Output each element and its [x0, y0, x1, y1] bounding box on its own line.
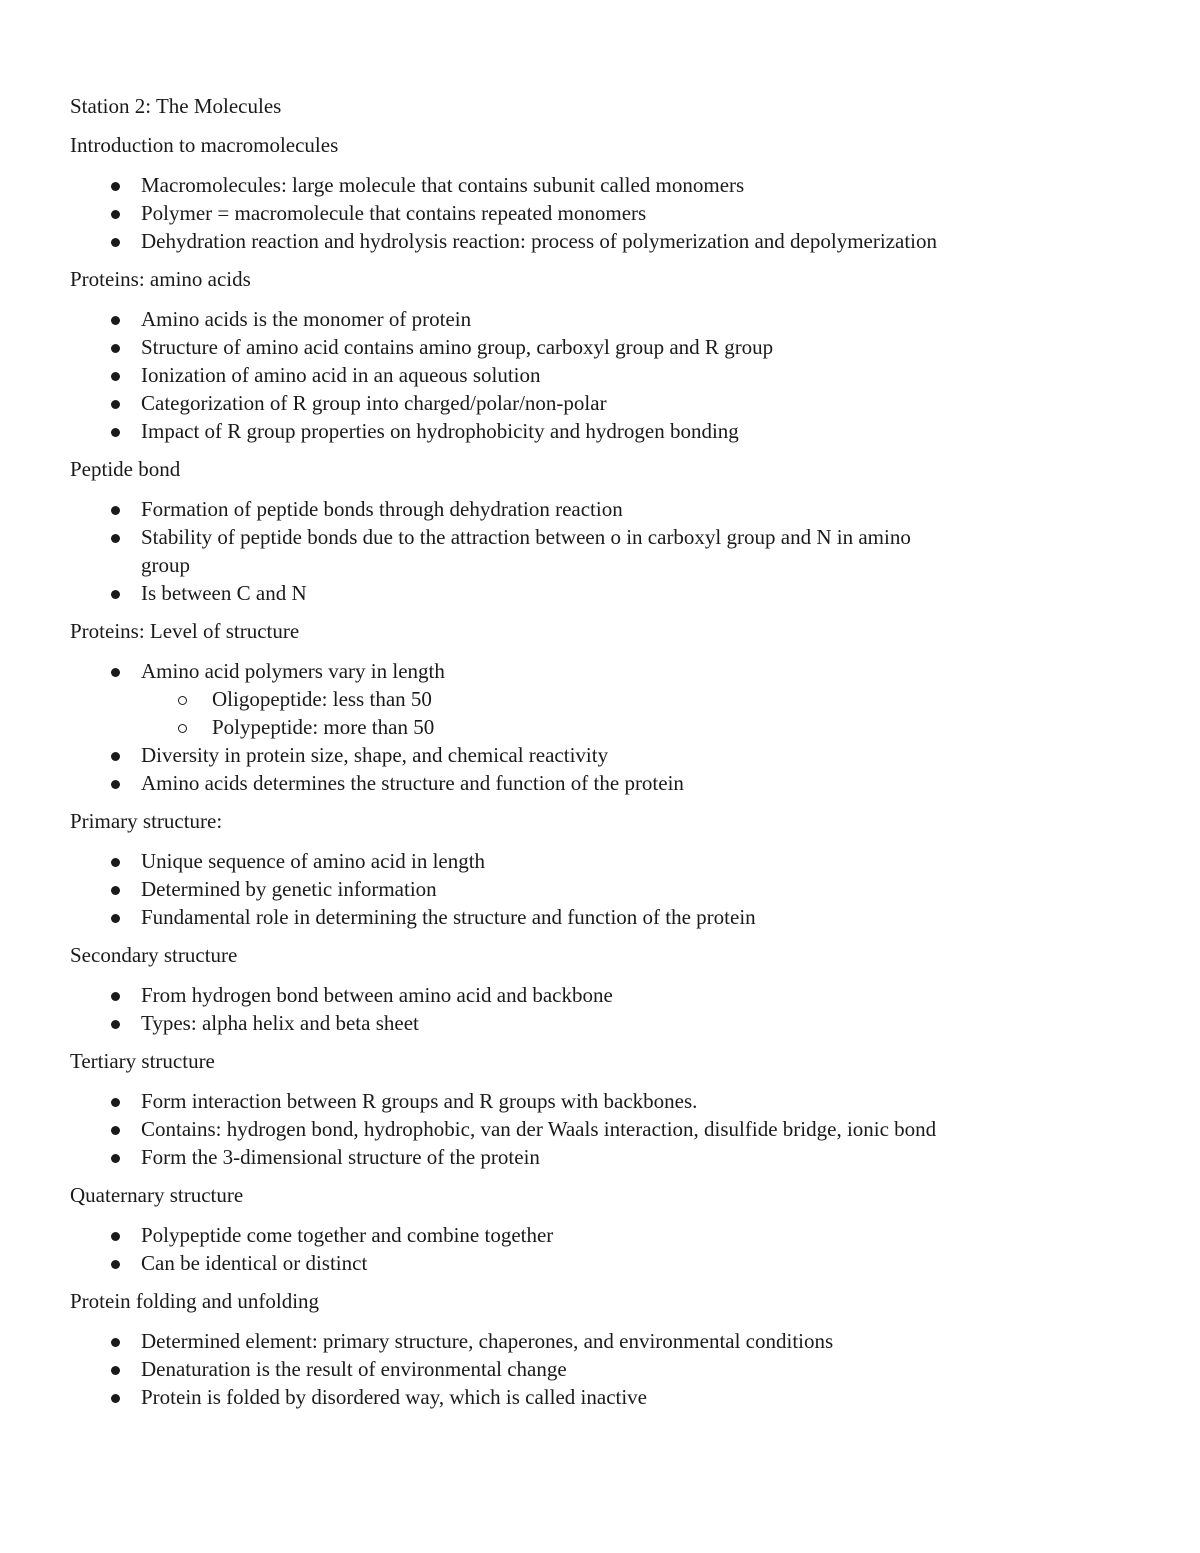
bullet-list [70, 495, 950, 607]
bullet-list [70, 657, 950, 797]
section-heading: Peptide bond [70, 457, 181, 481]
list-item-text: Unique sequence of amino acid in length [141, 849, 486, 873]
list-item-text: Stability of peptide bonds due to the attraction between o in carboxyl group and N in amino group [141, 525, 911, 577]
list-item-text: Determined by genetic information [141, 877, 437, 901]
document-title: Station 2: The Molecules [70, 94, 282, 118]
list-item [70, 361, 950, 389]
list-item-text: From hydrogen bond between amino acid and backbone [141, 983, 613, 1007]
list-item [70, 1383, 950, 1411]
bullet-circle-icon [178, 724, 187, 733]
list-item [70, 579, 950, 607]
bullet-dot-icon [111, 1394, 120, 1403]
list-item [70, 903, 950, 931]
bullet-dot-icon [111, 886, 120, 895]
bullet-dot-icon [111, 1020, 120, 1029]
section-heading: Introduction to macromolecules [70, 133, 339, 157]
section-heading: Quaternary structure [70, 1183, 244, 1207]
list-item [70, 495, 950, 523]
bullet-dot-icon [111, 428, 120, 437]
bullet-list [70, 847, 950, 931]
bullet-dot-icon [111, 210, 120, 219]
section-heading: Protein folding and unfolding [70, 1289, 320, 1313]
bullet-list [70, 1221, 950, 1277]
section-heading: Secondary structure [70, 943, 238, 967]
bullet-dot-icon [111, 590, 120, 599]
bullet-dot-icon [111, 992, 120, 1001]
section-heading: Proteins: amino acids [70, 267, 251, 291]
bullet-dot-icon [111, 372, 120, 381]
bullet-dot-icon [111, 1366, 120, 1375]
list-item-text: Types: alpha helix and beta sheet [141, 1011, 419, 1035]
bullet-dot-icon [111, 780, 120, 789]
list-item [70, 981, 950, 1009]
bullet-list [70, 1327, 950, 1411]
bullet-dot-icon [111, 1154, 120, 1163]
list-item [70, 227, 950, 255]
sub-list-item [141, 685, 950, 713]
bullet-dot-icon [111, 534, 120, 543]
list-item [70, 417, 950, 445]
section-heading: Proteins: Level of structure [70, 619, 300, 643]
list-item-text: Diversity in protein size, shape, and chemical reactivity [141, 743, 609, 767]
list-item-text: Form the 3-dimensional structure of the protein [141, 1145, 540, 1169]
bullet-dot-icon [111, 1338, 120, 1347]
sub-list-item-text: Polypeptide: more than 50 [212, 715, 435, 739]
list-item [70, 1115, 950, 1143]
list-item-text: Is between C and N [141, 581, 307, 605]
list-item [70, 875, 950, 903]
sections-container [70, 131, 950, 1411]
bullet-dot-icon [111, 400, 120, 409]
list-item-text: Polypeptide come together and combine together [141, 1223, 554, 1247]
list-item-text: Amino acids determines the structure and function of the protein [141, 771, 684, 795]
document-page [70, 92, 950, 1421]
list-item-text: Structure of amino acid contains amino group, carboxyl group and R group [141, 335, 774, 359]
list-item [70, 523, 950, 579]
bullet-list [70, 981, 950, 1037]
section-heading: Primary structure: [70, 809, 223, 833]
list-item-text: Contains: hydrogen bond, hydrophobic, van der Waals interaction, disulfide bridge, ionic bond [141, 1117, 937, 1141]
list-item-text: Impact of R group properties on hydrophobicity and hydrogen bonding [141, 419, 739, 443]
list-item-text: Ionization of amino acid in an aqueous solution [141, 363, 541, 387]
list-item [70, 305, 950, 333]
list-item-text: Form interaction between R groups and R groups with backbones. [141, 1089, 698, 1113]
section-heading: Tertiary structure [70, 1049, 215, 1073]
list-item [70, 1249, 950, 1277]
bullet-dot-icon [111, 858, 120, 867]
list-item [70, 769, 950, 797]
list-item [70, 1355, 950, 1383]
list-item [70, 333, 950, 361]
bullet-circle-icon [178, 696, 187, 705]
list-item [70, 1143, 950, 1171]
list-item-text: Denaturation is the result of environmental change [141, 1357, 567, 1381]
bullet-dot-icon [111, 506, 120, 515]
list-item [70, 741, 950, 769]
bullet-dot-icon [111, 344, 120, 353]
list-item-text: Formation of peptide bonds through dehydration reaction [141, 497, 623, 521]
list-item-text: Determined element: primary structure, chaperones, and environmental conditions [141, 1329, 834, 1353]
list-item-text: Polymer = macromolecule that contains repeated monomers [141, 201, 647, 225]
list-item [70, 171, 950, 199]
bullet-dot-icon [111, 914, 120, 923]
list-item-text: Dehydration reaction and hydrolysis reaction: process of polymerization and depolymerization [141, 229, 938, 253]
sub-list-item-text: Oligopeptide: less than 50 [212, 687, 432, 711]
bullet-dot-icon [111, 238, 120, 247]
bullet-dot-icon [111, 182, 120, 191]
list-item-text: Amino acids is the monomer of protein [141, 307, 472, 331]
bullet-list [70, 305, 950, 445]
list-item [70, 1327, 950, 1355]
list-item [70, 1087, 950, 1115]
bullet-list [70, 171, 950, 255]
list-item-text: Categorization of R group into charged/polar/non-polar [141, 391, 607, 415]
list-item-text: Fundamental role in determining the structure and function of the protein [141, 905, 756, 929]
list-item [70, 1009, 950, 1037]
bullet-list [70, 1087, 950, 1171]
bullet-dot-icon [111, 668, 120, 677]
bullet-dot-icon [111, 1260, 120, 1269]
bullet-dot-icon [111, 1098, 120, 1107]
bullet-dot-icon [111, 752, 120, 761]
list-item [70, 657, 950, 741]
list-item [70, 389, 950, 417]
list-item [70, 847, 950, 875]
sub-bullet-list [141, 685, 950, 741]
list-item [70, 199, 950, 227]
list-item-text: Can be identical or distinct [141, 1251, 368, 1275]
bullet-dot-icon [111, 316, 120, 325]
sub-list-item [141, 713, 950, 741]
list-item [70, 1221, 950, 1249]
list-item-text: Protein is folded by disordered way, which is called inactive [141, 1385, 647, 1409]
bullet-dot-icon [111, 1232, 120, 1241]
list-item-text: Amino acid polymers vary in length [141, 659, 445, 683]
bullet-dot-icon [111, 1126, 120, 1135]
list-item-text: Macromolecules: large molecule that contains subunit called monomers [141, 173, 745, 197]
